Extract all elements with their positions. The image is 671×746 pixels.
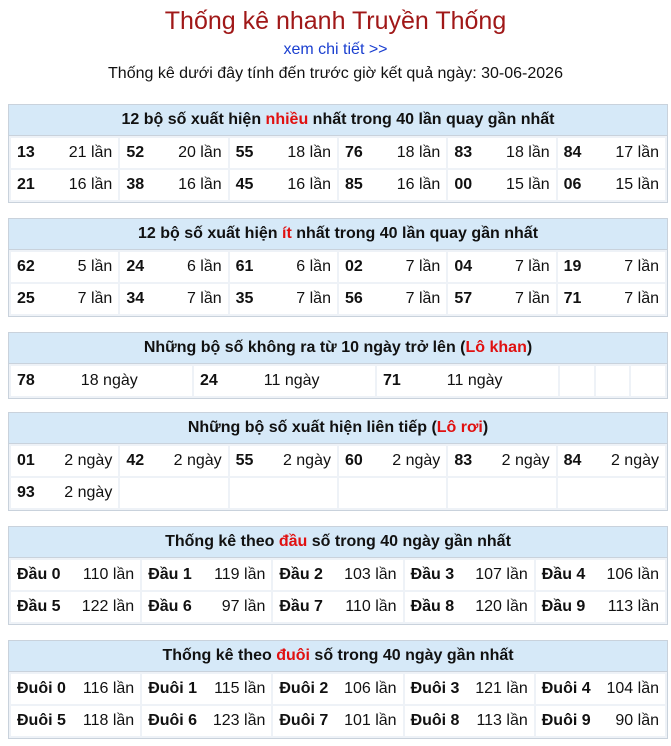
stat-cell: 42 2 ngày (120, 446, 227, 476)
stat-cell: Đầu 5 122 lần (11, 592, 140, 622)
stat-cell: 25 7 lần (11, 284, 118, 314)
dau-stats-table (9, 558, 667, 624)
stat-cell: 55 18 lần (230, 138, 337, 168)
table-row (11, 366, 665, 396)
stat-cell: 52 20 lần (120, 138, 227, 168)
stat-cell: 84 2 ngày (558, 446, 665, 476)
least-frequent-table (9, 250, 667, 316)
lo-khan-table (9, 364, 667, 398)
stat-cell: 55 2 ngày (230, 446, 337, 476)
stat-cell: Đầu 2 103 lần (273, 560, 402, 590)
stat-cell: Đuôi 1 115 lần (142, 674, 271, 704)
stat-cell: Đuôi 8 113 lần (405, 706, 534, 736)
stat-cell: 61 6 lần (230, 252, 337, 282)
stat-cell: Đuôi 0 116 lần (11, 674, 140, 704)
empty-cell (448, 478, 555, 508)
lo-khan-panel (8, 332, 668, 399)
empty-cell (560, 366, 594, 396)
panel-title: 12 bộ số xuất hiện nhiều nhất trong 40 lần quay gần nhất (9, 105, 667, 136)
stat-cell: 71 11 ngày (377, 366, 558, 396)
lo-roi-table (9, 444, 667, 510)
table-row (11, 170, 665, 200)
stat-cell: 34 7 lần (120, 284, 227, 314)
stat-cell: Đuôi 9 90 lần (536, 706, 665, 736)
table-row (11, 674, 665, 704)
panel-title: Những bộ số xuất hiện liên tiếp (Lô rơi) (9, 413, 667, 444)
stat-cell: 45 16 lần (230, 170, 337, 200)
panel-title: Thống kê theo đầu số trong 40 ngày gần nhất (9, 527, 667, 558)
stat-cell: 83 2 ngày (448, 446, 555, 476)
panel-title: Thống kê theo đuôi số trong 40 ngày gần nhất (9, 641, 667, 672)
stat-cell: Đầu 6 97 lần (142, 592, 271, 622)
duoi-stats-panel (8, 640, 668, 739)
stat-cell: Đuôi 7 101 lần (273, 706, 402, 736)
page-subtitle: Thống kê dưới đây tính đến trước giờ kết quả ngày: 30-06-2026 (108, 65, 563, 82)
stat-cell: 84 17 lần (558, 138, 665, 168)
empty-cell (558, 478, 665, 508)
stat-cell: Đầu 3 107 lần (405, 560, 534, 590)
stat-cell: 85 16 lần (339, 170, 446, 200)
stat-cell: Đuôi 5 118 lần (11, 706, 140, 736)
stat-cell: Đuôi 4 104 lần (536, 674, 665, 704)
stat-cell: 04 7 lần (448, 252, 555, 282)
table-row (11, 706, 665, 736)
table-row (11, 592, 665, 622)
page-title: Thống kê nhanh Truyền Thống (164, 7, 507, 35)
most-frequent-table (9, 136, 667, 202)
stat-cell: 24 11 ngày (194, 366, 375, 396)
details-link[interactable]: xem chi tiết >> (283, 41, 388, 58)
stat-cell: 83 18 lần (448, 138, 555, 168)
table-row (11, 478, 665, 508)
stat-cell: 60 2 ngày (339, 446, 446, 476)
stat-cell: 19 7 lần (558, 252, 665, 282)
stat-cell: Đuôi 6 123 lần (142, 706, 271, 736)
stat-cell: 13 21 lần (11, 138, 118, 168)
panel-title: Những bộ số không ra từ 10 ngày trở lên (Lô khan) (9, 333, 667, 364)
stat-cell: Đuôi 2 106 lần (273, 674, 402, 704)
stat-cell: Đuôi 3 121 lần (405, 674, 534, 704)
stat-cell: 76 18 lần (339, 138, 446, 168)
empty-cell (596, 366, 630, 396)
stat-cell: Đầu 1 119 lần (142, 560, 271, 590)
stat-cell: 21 16 lần (11, 170, 118, 200)
stat-cell: 24 6 lần (120, 252, 227, 282)
stat-cell: Đầu 8 120 lần (405, 592, 534, 622)
stat-cell: 57 7 lần (448, 284, 555, 314)
stat-cell: 78 18 ngày (11, 366, 192, 396)
most-frequent-panel (8, 104, 668, 203)
stat-cell: 62 5 lần (11, 252, 118, 282)
stat-cell: 00 15 lần (448, 170, 555, 200)
stat-cell: Đầu 0 110 lần (11, 560, 140, 590)
stat-cell: 93 2 ngày (11, 478, 118, 508)
table-row (11, 284, 665, 314)
stat-cell: 06 15 lần (558, 170, 665, 200)
stat-cell: 56 7 lần (339, 284, 446, 314)
table-row (11, 138, 665, 168)
lo-roi-panel (8, 412, 668, 511)
least-frequent-panel (8, 218, 668, 317)
duoi-stats-table (9, 672, 667, 738)
stat-cell: Đầu 9 113 lần (536, 592, 665, 622)
stat-cell: 38 16 lần (120, 170, 227, 200)
empty-cell (339, 478, 446, 508)
table-row (11, 252, 665, 282)
page-header (0, 0, 671, 84)
dau-stats-panel (8, 526, 668, 625)
stat-cell: 35 7 lần (230, 284, 337, 314)
empty-cell (631, 366, 665, 396)
empty-cell (230, 478, 337, 508)
table-row (11, 560, 665, 590)
stat-cell: 71 7 lần (558, 284, 665, 314)
table-row (11, 446, 665, 476)
stat-cell: Đầu 7 110 lần (273, 592, 402, 622)
empty-cell (120, 478, 227, 508)
stat-cell: 01 2 ngày (11, 446, 118, 476)
panel-title: 12 bộ số xuất hiện ít nhất trong 40 lần quay gần nhất (9, 219, 667, 250)
stat-cell: Đầu 4 106 lần (536, 560, 665, 590)
stat-cell: 02 7 lần (339, 252, 446, 282)
